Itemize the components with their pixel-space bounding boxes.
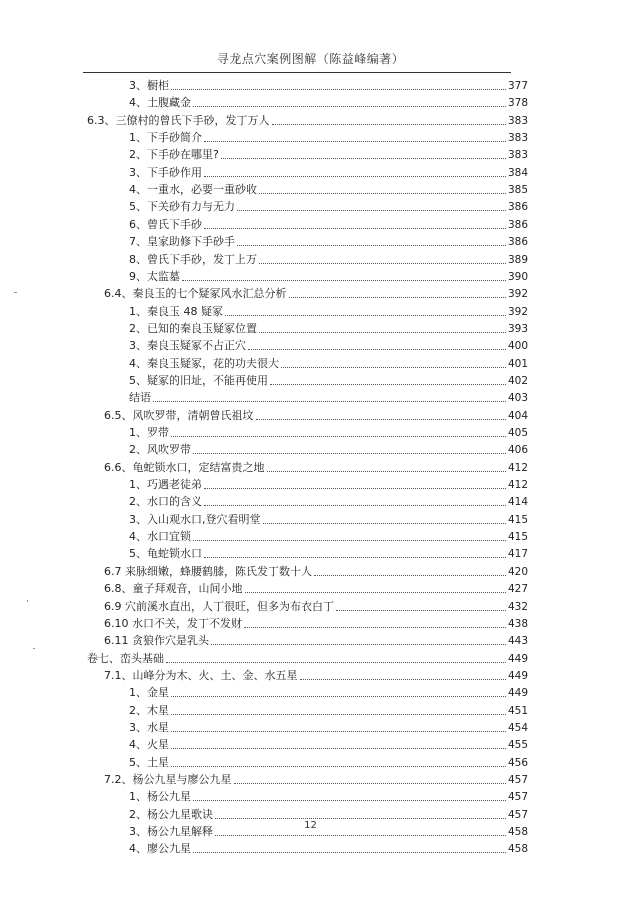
dot-leader: [245, 592, 506, 593]
toc-entry-page: 443: [507, 635, 528, 648]
toc-entry-title: 5、土星: [129, 755, 169, 769]
toc-entry-page: 385: [507, 184, 528, 197]
dot-leader: [204, 488, 506, 489]
toc-entry[interactable]: [129, 181, 528, 197]
toc-entry-title: 1、秦良玉 48 疑冢: [129, 304, 223, 318]
toc-entry-title: 4、水口宜锁: [129, 530, 191, 544]
toc-entry-title: 6、曾氏下手砂: [129, 217, 202, 231]
dot-leader: [211, 644, 506, 645]
toc-entry-title: 2、已知的秦良玉疑冢位置: [129, 321, 257, 335]
toc-entry-title: 5、下关砂有力与无力: [129, 200, 235, 214]
toc-entry[interactable]: [129, 233, 528, 249]
toc-entry-page: 383: [507, 114, 528, 127]
toc-entry-title: 4、秦良玉疑冢，花的功夫很大: [129, 356, 279, 370]
dot-leader: [259, 193, 506, 194]
dot-leader: [215, 818, 506, 819]
dot-leader: [193, 106, 506, 107]
toc-entry-title: 6.9 穴前溪水直出，人丁很旺，但多为布衣白丁: [104, 599, 334, 613]
toc-entry[interactable]: [104, 615, 528, 631]
toc-entry-title: 3、秦良玉疑冢不占正穴: [129, 339, 246, 353]
toc-entry-title: 1、巧遇老徒弟: [129, 478, 202, 492]
toc-entry-page: 449: [507, 652, 528, 665]
toc-entry[interactable]: [129, 788, 528, 804]
toc-entry-page: 400: [507, 340, 528, 353]
dot-leader: [244, 627, 506, 628]
toc-entry-title: 7.2、杨公九星与廖公九星: [104, 773, 232, 786]
toc-entry-page: 415: [507, 531, 528, 544]
toc-entry-page: 458: [507, 826, 528, 839]
dot-leader: [237, 245, 506, 246]
toc-entry-title: 2、木星: [129, 703, 169, 717]
toc-entry-page: 386: [507, 218, 528, 231]
toc-entry-title: 3、水星: [129, 720, 169, 734]
toc-entry[interactable]: [129, 545, 528, 561]
toc-entry-title: 4、火星: [129, 738, 169, 752]
dot-leader: [204, 505, 506, 506]
toc-entry[interactable]: [129, 303, 528, 319]
toc-entry[interactable]: [129, 528, 528, 544]
toc-entry[interactable]: [129, 320, 528, 336]
toc-entry-title: 6.10 水口不关，发丁不发财: [104, 616, 242, 630]
toc-entry-page: 454: [507, 721, 528, 734]
dot-leader: [204, 557, 506, 558]
toc-entry[interactable]: [129, 251, 528, 267]
scan-mark: [27, 600, 28, 602]
dot-leader: [193, 800, 506, 801]
dot-leader: [270, 384, 506, 385]
toc-entry-title: 4、一重水，必要一重砂收: [129, 183, 257, 197]
dot-leader: [182, 280, 506, 281]
dot-leader: [193, 852, 506, 853]
toc-entry-title: 6.11 贪狼作穴是乳头: [104, 634, 209, 648]
dot-leader: [171, 696, 506, 697]
toc-entry[interactable]: [129, 441, 528, 457]
toc-entry-page: 455: [507, 739, 528, 752]
toc-entry-page: 438: [507, 617, 528, 630]
toc-entry-page: 449: [507, 669, 528, 682]
toc-entry[interactable]: [129, 684, 528, 700]
toc-entry[interactable]: [104, 459, 528, 475]
dot-leader: [272, 124, 506, 125]
dot-leader: [237, 210, 506, 211]
toc-entry-page: 427: [507, 583, 528, 596]
toc-entry-page: 457: [507, 774, 528, 786]
dot-leader: [215, 835, 506, 836]
toc-entry-title: 1、下手砂简介: [129, 131, 202, 145]
toc-entry-page: 402: [507, 374, 528, 387]
dot-leader: [171, 436, 506, 437]
toc-entry-page: 383: [507, 132, 528, 145]
toc-entry-page: 377: [507, 80, 528, 92]
toc-entry-title: 5、疑冢的旧址，不能再使用: [129, 373, 268, 387]
toc-entry[interactable]: [129, 511, 528, 527]
scan-mark: [33, 648, 35, 649]
toc-entry-title: 7.1、山峰分为木、火、土、金、水五星: [104, 668, 298, 682]
toc-entry-title: 8、曾氏下手砂，发丁上万: [129, 252, 257, 266]
toc-entry-title: 6.4、秦良玉的七个疑冢风水汇总分析: [104, 287, 287, 301]
toc-entry-page: 390: [507, 270, 528, 283]
toc-entry-title: 1、金星: [129, 686, 169, 700]
dot-leader: [259, 332, 506, 333]
dot-leader: [263, 523, 506, 524]
dot-leader: [153, 401, 506, 402]
toc-entry-page: 458: [507, 843, 528, 856]
toc-entry-title: 9、太监墓: [129, 269, 180, 283]
toc-entry[interactable]: [104, 771, 528, 787]
toc-entry-title: 3、下手砂作用: [129, 165, 202, 179]
toc-entry-page: 392: [507, 305, 528, 318]
toc-entry-page: 386: [507, 236, 528, 249]
dot-leader: [204, 176, 506, 177]
toc-entry[interactable]: [87, 650, 528, 666]
toc-entry-page: 457: [507, 808, 528, 821]
dot-leader: [204, 141, 506, 142]
toc-entry-page: 401: [507, 357, 528, 370]
toc-entry-page: 405: [507, 427, 528, 439]
dot-leader: [171, 748, 506, 749]
toc-entry-page: 432: [507, 600, 528, 613]
toc-entry-page: 392: [507, 288, 528, 301]
toc-entry[interactable]: [129, 355, 528, 371]
dot-leader: [171, 766, 506, 767]
toc-entry-page: 420: [507, 565, 528, 578]
toc-entry[interactable]: [129, 129, 528, 145]
toc-entry[interactable]: [129, 164, 528, 180]
toc-entry[interactable]: [129, 736, 528, 752]
dot-leader: [204, 228, 506, 229]
toc-entry-title: 3、入山观水口,登穴看明堂: [129, 512, 261, 526]
toc-entry-title: 6.6、龟蛇锁水口，定结富贵之地: [104, 460, 265, 474]
toc-entry[interactable]: [129, 389, 528, 405]
toc-entry[interactable]: [104, 407, 528, 423]
toc-entry[interactable]: [129, 493, 528, 509]
dot-leader: [281, 367, 506, 368]
toc-entry[interactable]: [87, 112, 528, 128]
toc-entry-page: 383: [507, 149, 528, 162]
toc-entry-page: 386: [507, 201, 528, 214]
dot-leader: [314, 575, 506, 576]
toc-entry[interactable]: [129, 146, 528, 162]
page-number: 12: [304, 820, 317, 831]
toc-entry-title: 5、龟蛇锁水口: [129, 547, 202, 561]
toc-entry-page: 412: [507, 461, 528, 474]
toc-entry-page: 456: [507, 756, 528, 769]
toc-entry[interactable]: [129, 268, 528, 284]
toc-entry[interactable]: [129, 216, 528, 232]
toc-entry[interactable]: [129, 840, 528, 856]
toc-entry[interactable]: [104, 667, 528, 683]
toc-entry-page: 457: [507, 791, 528, 804]
toc-entry-title: 2、下手砂在哪里?: [129, 148, 219, 162]
toc-entry-title: 卷七、峦头基础: [87, 651, 164, 665]
toc-entry[interactable]: [104, 285, 528, 301]
dot-leader: [234, 783, 506, 784]
toc-entry-page: 389: [507, 253, 528, 266]
toc-entry-page: 378: [507, 97, 528, 110]
toc-entry[interactable]: [129, 94, 528, 110]
toc-entry[interactable]: [104, 563, 528, 579]
dot-leader: [300, 679, 506, 680]
dot-leader: [171, 89, 506, 90]
dot-leader: [248, 349, 506, 350]
toc-entry[interactable]: [129, 77, 528, 93]
toc-entry-page: 414: [507, 496, 528, 509]
toc-entry-title: 1、罗带: [129, 426, 169, 439]
dot-leader: [225, 315, 506, 316]
toc-entry-title: 2、杨公九星歌诀: [129, 807, 213, 821]
toc-entry-page: 417: [507, 548, 528, 561]
toc-entry-title: 2、水口的含义: [129, 495, 202, 509]
scan-mark: [14, 292, 17, 293]
toc-entry-title: 4、廖公九星: [129, 842, 191, 856]
dot-leader: [166, 662, 506, 663]
dot-leader: [171, 714, 506, 715]
toc-entry[interactable]: [104, 632, 528, 648]
toc-entry-title: 6.3、三僚村的曾氏下手砂，发丁万人: [87, 113, 270, 127]
dot-leader: [193, 453, 506, 454]
toc-entry[interactable]: [104, 598, 528, 614]
toc-entry-title: 6.8、童子拜观音，山间小地: [104, 582, 243, 596]
toc-entry-title: 6.5、风吹罗带，清朝曾氏祖坟: [104, 408, 254, 422]
toc-entry[interactable]: [129, 337, 528, 353]
header-rule: [83, 72, 511, 73]
dot-leader: [221, 158, 506, 159]
toc-entry-title: 2、风吹罗带: [129, 443, 191, 457]
toc-entry[interactable]: [129, 719, 528, 735]
toc-entry-page: 384: [507, 166, 528, 179]
toc-entry-page: 415: [507, 513, 528, 526]
toc-entry[interactable]: [129, 754, 528, 770]
toc-entry-title: 3、橱柜: [129, 79, 169, 92]
toc-entry-page: 393: [507, 322, 528, 335]
dot-leader: [259, 263, 506, 264]
toc-entry[interactable]: [129, 372, 528, 388]
toc-entry-page: 403: [507, 392, 528, 405]
toc-entry-page: 451: [507, 704, 528, 717]
toc-entry-page: 406: [507, 444, 528, 457]
toc-entry[interactable]: [104, 580, 528, 596]
dot-leader: [171, 731, 506, 732]
dot-leader: [289, 297, 506, 298]
dot-leader: [193, 540, 506, 541]
toc-entry-page: 404: [507, 409, 528, 422]
toc-entry-title: 4、土腹藏金: [129, 96, 191, 110]
page-header: 寻龙点穴案例图解（陈益峰编著）: [216, 52, 405, 66]
toc-entry-title: 7、皇家助修下手砂手: [129, 235, 235, 249]
toc-entry[interactable]: [129, 702, 528, 718]
toc-entry-title: 3、杨公九星解释: [129, 825, 213, 839]
toc-entry[interactable]: [129, 198, 528, 214]
dot-leader: [256, 419, 506, 420]
toc-entry-title: 结语: [129, 391, 151, 405]
dot-leader: [336, 610, 506, 611]
toc-entry[interactable]: [129, 424, 528, 440]
toc-entry-page: 412: [507, 479, 528, 492]
toc-entry[interactable]: [129, 476, 528, 492]
toc-entry-page: 449: [507, 687, 528, 700]
dot-leader: [267, 471, 506, 472]
toc-entry-title: 1、杨公九星: [129, 790, 191, 804]
toc-entry-title: 6.7 来脉细嫩，蜂腰鹤膝，陈氏发丁数十人: [104, 564, 312, 578]
